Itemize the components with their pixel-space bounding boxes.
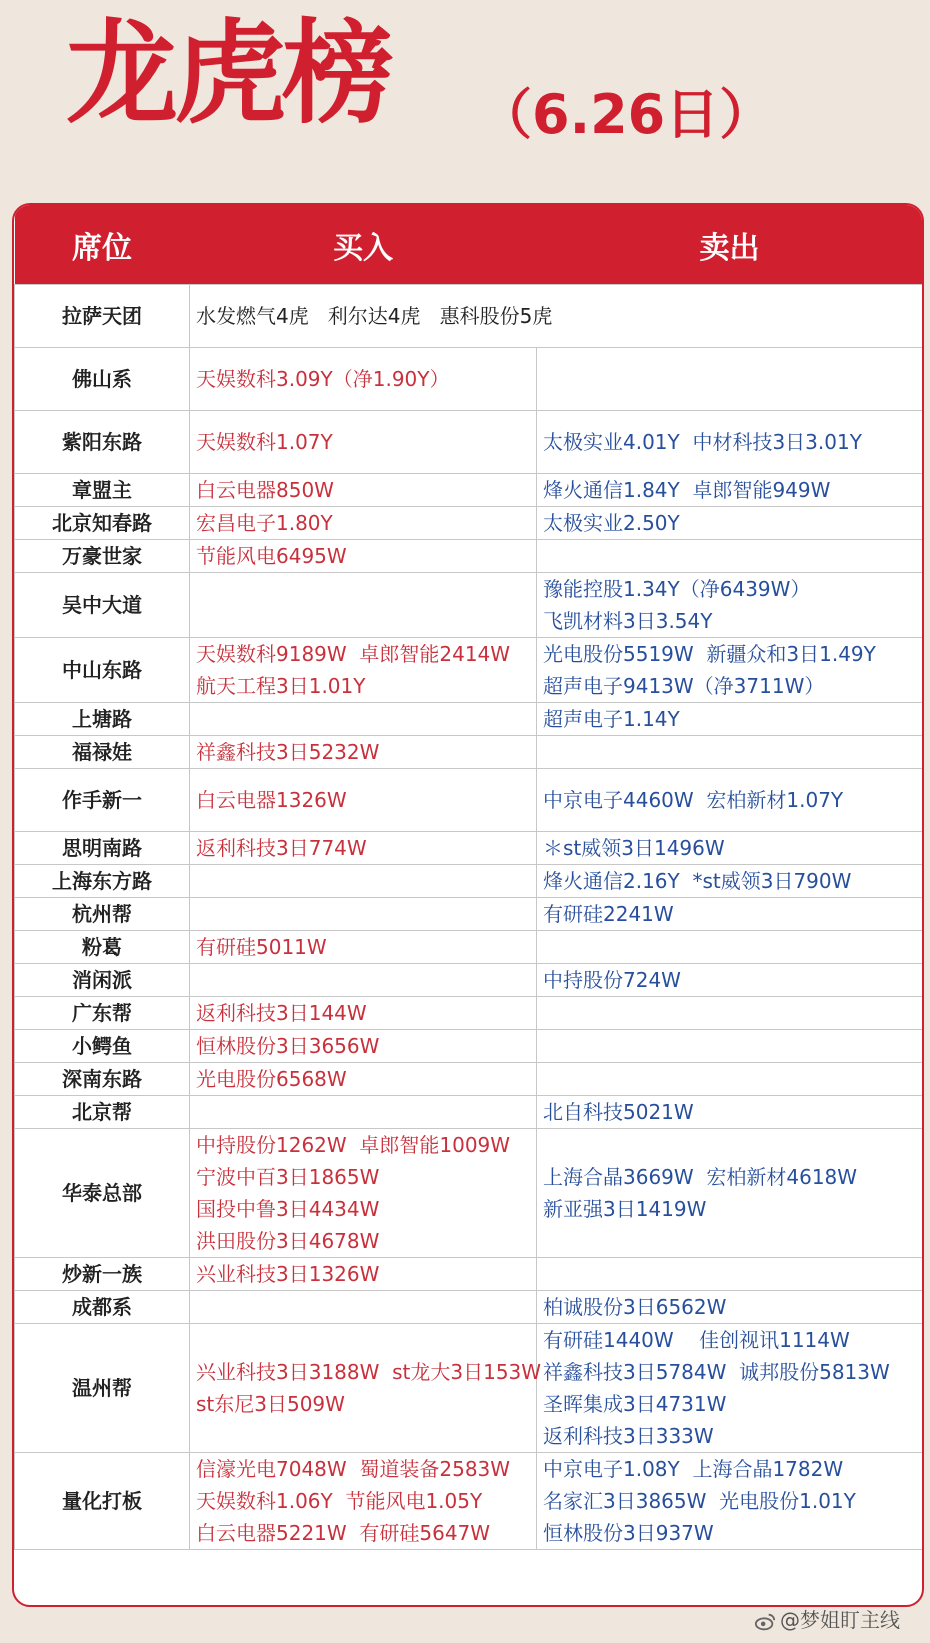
- seat-cell: 福禄娃: [15, 736, 190, 769]
- seat-cell: 万豪世家: [15, 540, 190, 573]
- buy-cell: [190, 964, 537, 997]
- sell-line: 飞凯材料3日3.54Y: [543, 609, 713, 633]
- seat-cell: 上海东方路: [15, 865, 190, 898]
- seat-cell: 炒新一族: [15, 1258, 190, 1291]
- sell-line: 豫能控股1.34Y（净6439W）: [543, 577, 811, 601]
- buy-cell: [190, 411, 537, 474]
- seat-cell: 粉葛: [15, 931, 190, 964]
- buy-line: 洪田股份3日4678W: [196, 1229, 380, 1253]
- seat-cell: 拉萨天团: [15, 285, 190, 348]
- buy-line: 兴业科技3日3188W st龙大3日153W: [196, 1360, 542, 1384]
- buy-line: 光电股份6568W: [196, 1067, 347, 1091]
- sell-cell: [537, 832, 923, 865]
- buy-cell: [190, 1324, 542, 1453]
- sell-cell: [537, 1258, 923, 1291]
- buy-cell: [190, 898, 537, 931]
- sell-line: 新亚强3日1419W: [543, 1197, 707, 1221]
- buy-line: 中持股份1262W 卓郎智能1009W: [196, 1133, 511, 1157]
- buy-line: 宁波中百3日1865W: [196, 1165, 380, 1189]
- header-buy: 买入: [190, 205, 537, 285]
- seat-cell: 消闲派: [15, 964, 190, 997]
- buy-line: 天娱数科3.09Y（净1.90Y）: [196, 367, 450, 391]
- sell-line: 返利科技3日333W: [543, 1424, 714, 1448]
- buy-line: 白云电器850W: [196, 478, 334, 502]
- page-title: 龙虎榜: [66, 9, 390, 139]
- buy-cell: [190, 1453, 537, 1550]
- table-row: [15, 1030, 923, 1063]
- buy-cell: [190, 474, 537, 507]
- sell-cell: [537, 898, 923, 931]
- sell-line: 有研硅2241W: [543, 902, 674, 926]
- buy-line: 恒林股份3日3656W: [196, 1034, 380, 1058]
- buy-cell: [190, 1063, 537, 1096]
- sell-line: 中京电子1.08Y 上海合晶1782W: [543, 1457, 844, 1481]
- buy-cell: [190, 736, 537, 769]
- seat-cell: 量化打板: [15, 1453, 190, 1550]
- sell-line: 太极实业2.50Y: [543, 511, 680, 535]
- date-label: （6.26日）: [478, 83, 774, 146]
- seat-cell: 中山东路: [15, 638, 190, 703]
- buy-cell: [190, 348, 537, 411]
- buy-cell: [190, 1096, 537, 1129]
- table-row: [15, 1063, 923, 1096]
- buy-line: 返利科技3日774W: [196, 836, 367, 860]
- sell-cell: [537, 573, 923, 638]
- table-row: [15, 703, 923, 736]
- table-row: [15, 1258, 923, 1291]
- table-row: [15, 865, 923, 898]
- table-row: [15, 832, 923, 865]
- header-seat: 席位: [15, 205, 190, 285]
- sell-line: 烽火通信1.84Y 卓郎智能949W: [543, 478, 831, 502]
- seat-cell: 广东帮: [15, 997, 190, 1030]
- buy-cell: [190, 1258, 537, 1291]
- buy-cell: [190, 769, 537, 832]
- sell-cell: [537, 1324, 923, 1453]
- table-row: [15, 769, 923, 832]
- buy-line: 航天工程3日1.01Y: [196, 674, 366, 698]
- buy-line: 天娱数科1.07Y: [196, 430, 333, 454]
- sell-line: 上海合晶3669W 宏柏新材4618W: [543, 1165, 858, 1189]
- buy-cell: [190, 1030, 537, 1063]
- seat-cell: 章盟主: [15, 474, 190, 507]
- buy-line: 有研硅5011W: [196, 935, 327, 959]
- sell-cell: [537, 540, 923, 573]
- seat-cell: 北京知春路: [15, 507, 190, 540]
- sell-cell: [537, 474, 923, 507]
- buy-cell: [190, 507, 537, 540]
- seat-cell: 紫阳东路: [15, 411, 190, 474]
- table-row: [15, 931, 923, 964]
- seat-cell: 杭州帮: [15, 898, 190, 931]
- watermark: [754, 1604, 900, 1633]
- seat-cell: 成都系: [15, 1291, 190, 1324]
- weibo-icon: [754, 1611, 776, 1633]
- sell-cell: [537, 1291, 923, 1324]
- header-sell: 卖出: [537, 205, 923, 285]
- buy-cell: [190, 832, 537, 865]
- buy-line: 白云电器1326W: [196, 788, 347, 812]
- table-row: [15, 573, 923, 638]
- table-row-lasa: [15, 285, 923, 348]
- table-row: [15, 474, 923, 507]
- dragon-tiger-table: [12, 203, 924, 1607]
- sell-cell: [537, 703, 923, 736]
- sell-cell: [537, 411, 923, 474]
- buy-cell: [190, 1129, 537, 1258]
- sell-cell: [537, 1096, 923, 1129]
- sell-line: 烽火通信2.16Y *st威领3日790W: [543, 869, 852, 893]
- table-row: [15, 348, 923, 411]
- sell-cell: [537, 638, 923, 703]
- buy-line: 国投中鲁3日4434W: [196, 1197, 380, 1221]
- buy-cell: [190, 931, 537, 964]
- buy-cell: [190, 540, 537, 573]
- buy-line: 祥鑫科技3日5232W: [196, 740, 380, 764]
- seat-cell: 上塘路: [15, 703, 190, 736]
- table-row: [15, 540, 923, 573]
- table-row: [15, 964, 923, 997]
- table-row: [15, 997, 923, 1030]
- buy-line: 宏昌电子1.80Y: [196, 511, 333, 535]
- table-row: [15, 1453, 923, 1550]
- lasa-value-cell: 水发燃气4虎 利尔达4虎 惠科股份5虎: [190, 285, 923, 348]
- table-row: [15, 507, 923, 540]
- seat-cell: 小鳄鱼: [15, 1030, 190, 1063]
- sell-cell: [537, 736, 923, 769]
- sell-line: ＊st威领3日1496W: [543, 836, 725, 860]
- buy-cell: [190, 573, 537, 638]
- sell-cell: [537, 865, 923, 898]
- table-row: [15, 1291, 923, 1324]
- sell-line: 恒林股份3日937W: [543, 1521, 714, 1545]
- sell-line: 中持股份724W: [543, 968, 681, 992]
- sell-line: 柏诚股份3日6562W: [543, 1295, 727, 1319]
- seat-cell: 佛山系: [15, 348, 190, 411]
- sell-line: 太极实业4.01Y 中材科技3日3.01Y: [543, 430, 862, 454]
- table-row: [15, 638, 923, 703]
- sell-line: 名家汇3日3865W 光电股份1.01Y: [543, 1489, 856, 1513]
- buy-line: st东尼3日509W: [196, 1392, 345, 1416]
- buy-line: 返利科技3日144W: [196, 1001, 367, 1025]
- buy-line: 天娱数科9189W 卓郎智能2414W: [196, 642, 511, 666]
- buy-cell: [190, 1291, 537, 1324]
- sell-cell: [537, 769, 923, 832]
- sell-line: 光电股份5519W 新疆众和3日1.49Y: [543, 642, 876, 666]
- buy-cell: [190, 865, 537, 898]
- sell-line: 超声电子9413W（净3711W）: [543, 674, 825, 698]
- seat-cell: 吴中大道: [15, 573, 190, 638]
- sell-line: 超声电子1.14Y: [543, 707, 680, 731]
- buy-cell: [190, 997, 537, 1030]
- table-row: [15, 736, 923, 769]
- sell-line: 祥鑫科技3日5784W 诚邦股份5813W: [543, 1360, 890, 1384]
- sell-cell: [537, 931, 923, 964]
- sell-line: 圣晖集成3日4731W: [543, 1392, 727, 1416]
- sell-line: 有研硅1440W 佳创视讯1114W: [543, 1328, 850, 1352]
- table-row: [15, 1324, 923, 1453]
- sell-cell: [537, 1453, 923, 1550]
- buy-line: 天娱数科1.06Y 节能风电1.05Y: [196, 1489, 483, 1513]
- seat-cell: 北京帮: [15, 1096, 190, 1129]
- table-header-row: [15, 205, 923, 285]
- watermark-text: @梦姐盯主线: [780, 1608, 900, 1632]
- seat-cell: 深南东路: [15, 1063, 190, 1096]
- seat-cell: 温州帮: [15, 1324, 190, 1453]
- seat-cell: 思明南路: [15, 832, 190, 865]
- sell-cell: [537, 1063, 923, 1096]
- buy-cell: [190, 638, 537, 703]
- sell-cell: [537, 997, 923, 1030]
- table-row: [15, 898, 923, 931]
- buy-line: 信濠光电7048W 蜀道装备2583W: [196, 1457, 511, 1481]
- buy-line: 兴业科技3日1326W: [196, 1262, 380, 1286]
- sell-cell: [537, 1129, 923, 1258]
- sell-cell: [537, 348, 923, 411]
- buy-line: 白云电器5221W 有研硅5647W: [196, 1521, 491, 1545]
- table-row: [15, 1096, 923, 1129]
- sell-line: 北自科技5021W: [543, 1100, 694, 1124]
- table-row: [15, 1129, 923, 1258]
- sell-cell: [537, 964, 923, 997]
- sell-line: 中京电子4460W 宏柏新材1.07Y: [543, 788, 844, 812]
- buy-cell: [190, 703, 537, 736]
- seat-cell: 华泰总部: [15, 1129, 190, 1258]
- buy-line: 节能风电6495W: [196, 544, 347, 568]
- seat-cell: 作手新一: [15, 769, 190, 832]
- sell-cell: [537, 1030, 923, 1063]
- sell-cell: [537, 507, 923, 540]
- table-row: [15, 411, 923, 474]
